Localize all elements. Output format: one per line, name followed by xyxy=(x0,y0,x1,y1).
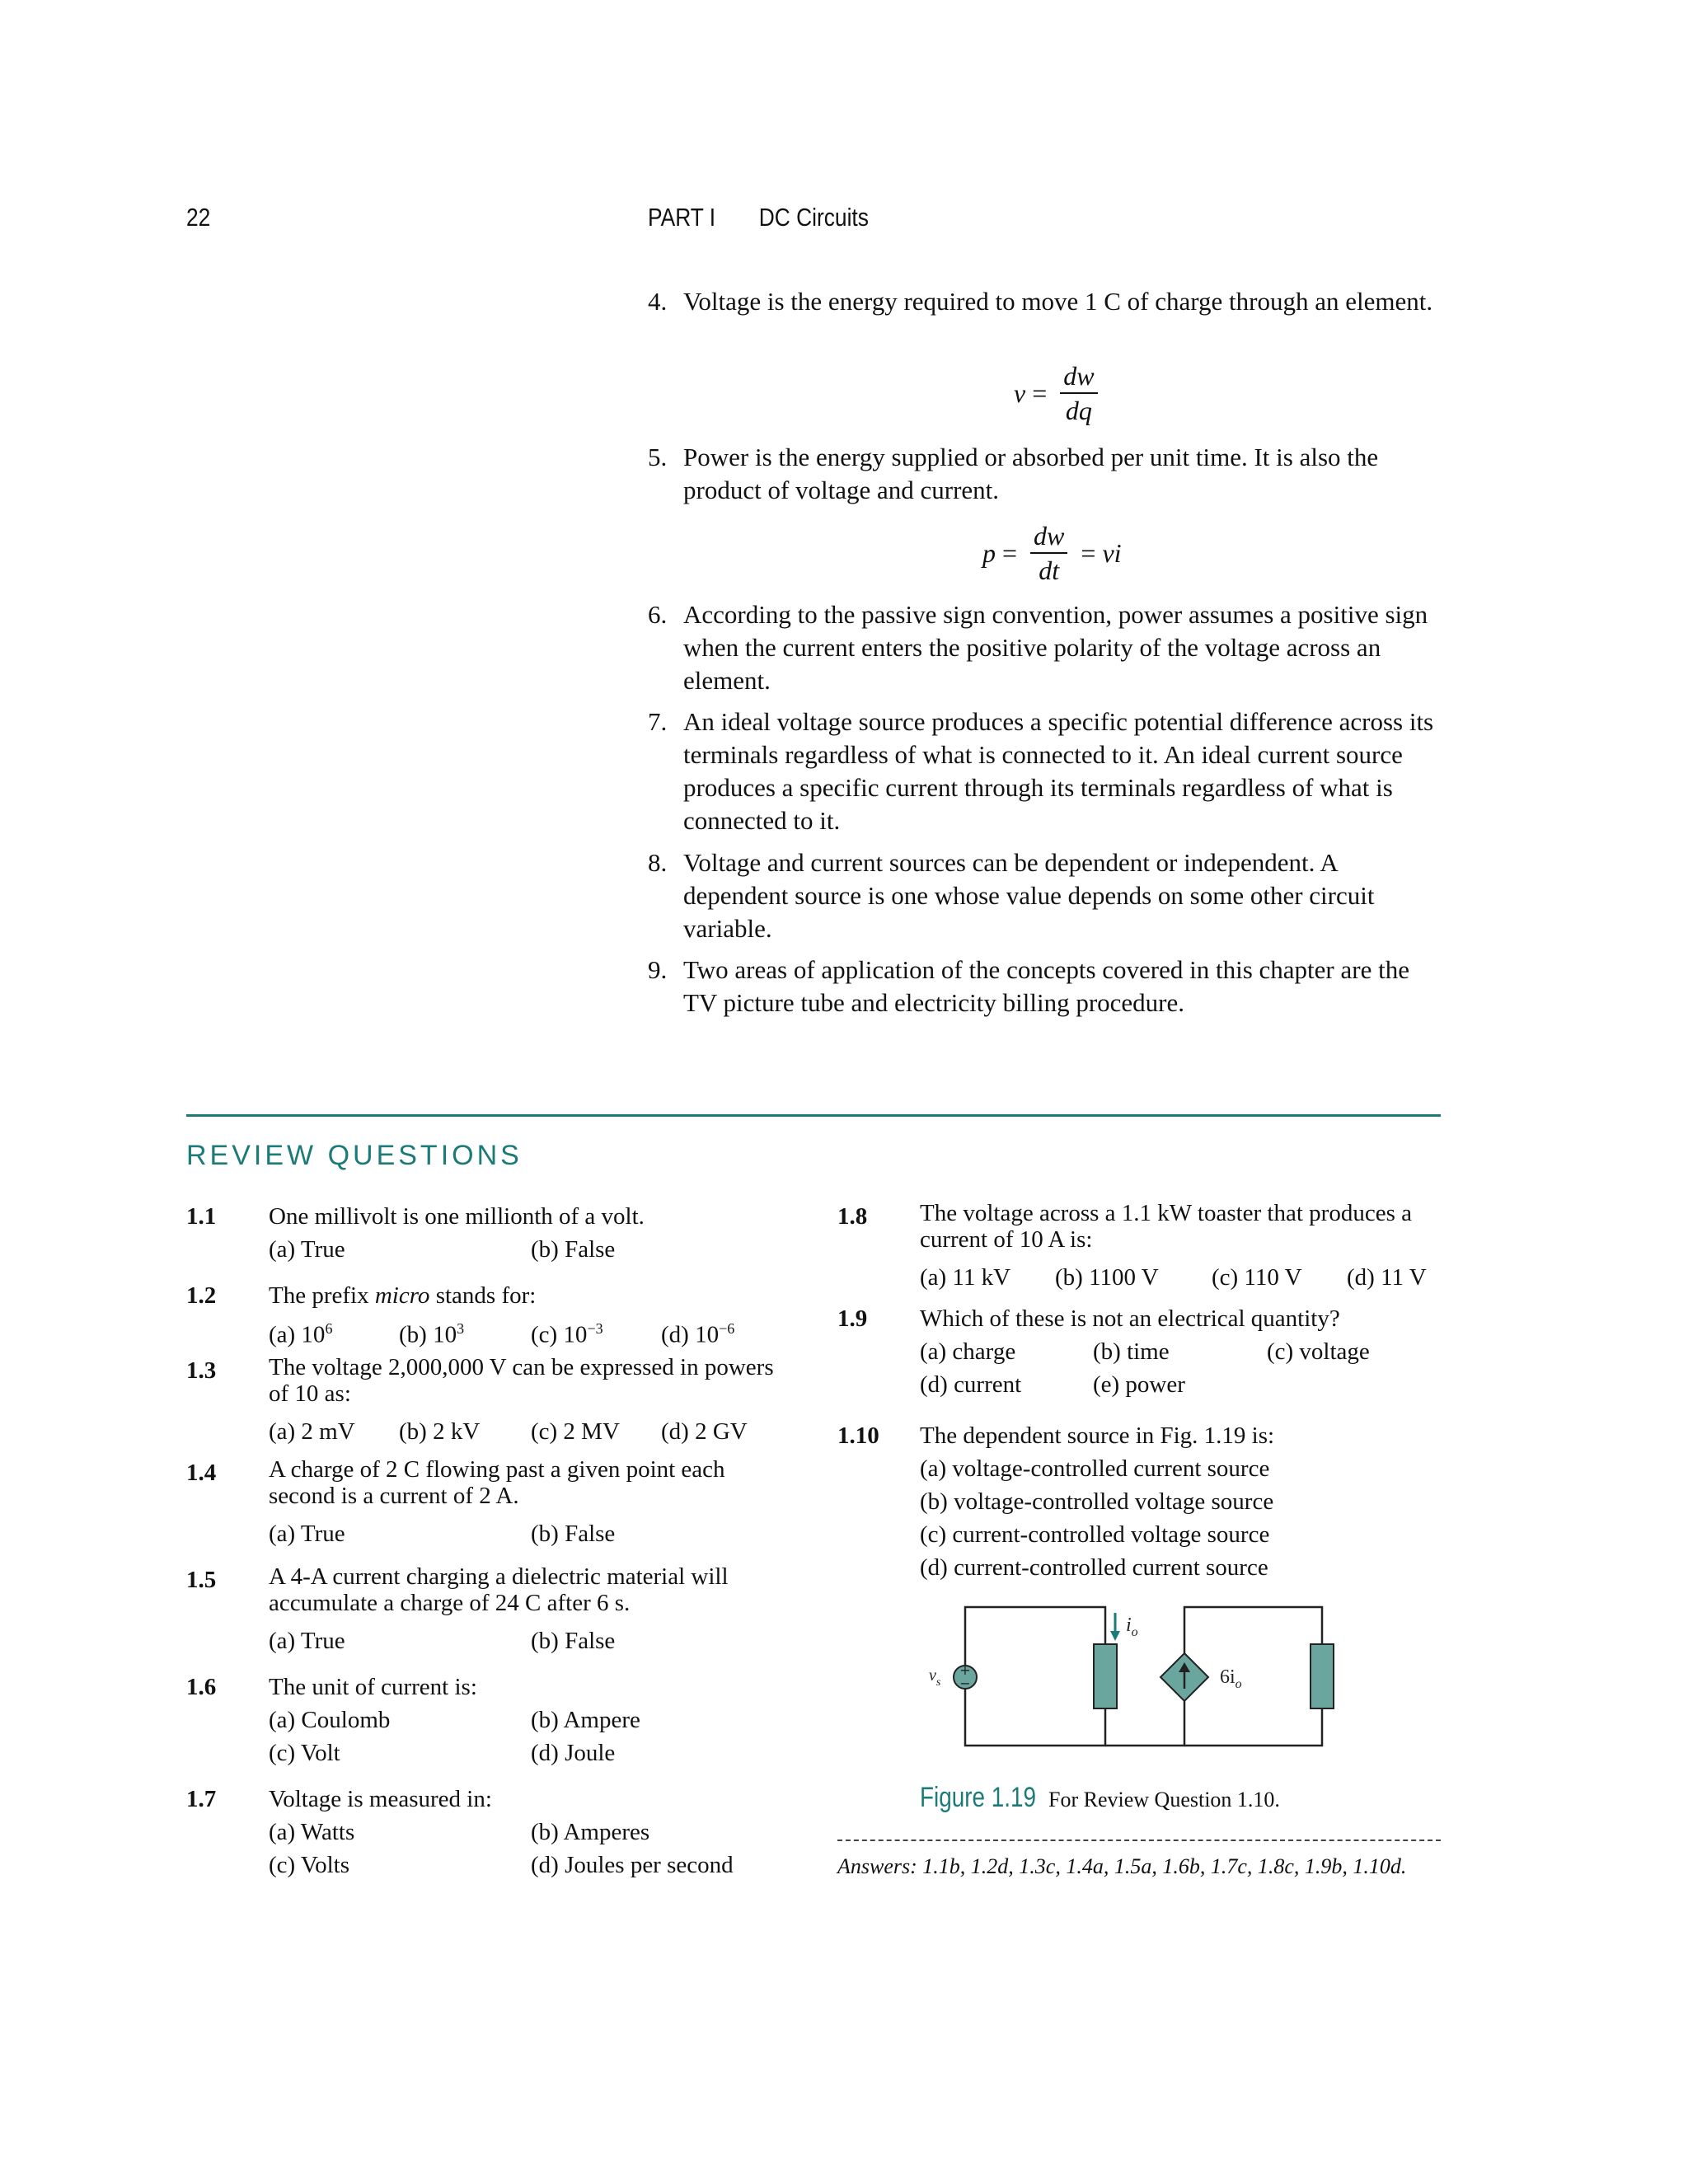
fraction-numerator: dw xyxy=(1030,519,1067,554)
option-b: (b) Amperes xyxy=(531,1819,650,1845)
summary-number: 8. xyxy=(648,848,668,877)
question-text: Which of these is not an electrical quantity? xyxy=(920,1305,1340,1332)
summary-text: According to the passive sign convention, power assumes a positive sign when the current enters the positive polarity of the voltage across an element. xyxy=(683,600,1428,695)
question-text: A charge of 2 C flowing past a given point each second is a current of 2 A. xyxy=(269,1456,725,1509)
option-a: (a) True xyxy=(269,1628,345,1654)
option-a: (a) 11 kV xyxy=(920,1264,1011,1291)
eq-lhs: p xyxy=(982,537,996,568)
fraction-denominator: dt xyxy=(1039,555,1060,585)
question-text: The prefix micro stands for: xyxy=(269,1282,537,1309)
equation-voltage xyxy=(1014,359,1104,427)
option-d: (d) Joule xyxy=(531,1740,616,1766)
question-1-8 xyxy=(837,1200,1447,1299)
summary-number: 4. xyxy=(648,287,668,316)
option-d: (d) Joules per second xyxy=(531,1852,734,1878)
question-number: 1.2 xyxy=(186,1282,217,1309)
option-b: (b) Ampere xyxy=(531,1707,640,1733)
summary-text: Two areas of application of the concepts covered in this chapter are the TV picture tube and electricity billing procedure. xyxy=(683,955,1409,1017)
answers-line: Answers: 1.1b, 1.2d, 1.3c, 1.4a, 1.5a, 1.6b, 1.7c, 1.8c, 1.9b, 1.10d. xyxy=(837,1854,1407,1878)
option-d: (d) current-controlled current source xyxy=(920,1554,1268,1581)
summary-item-5 xyxy=(648,441,1439,507)
option-b: (b) 2 kV xyxy=(399,1418,481,1445)
figure-caption xyxy=(920,1782,1296,1814)
option-a: (a) True xyxy=(269,1236,345,1263)
question-text: One millivolt is one millionth of a volt. xyxy=(269,1203,645,1230)
page-number: 22 xyxy=(186,203,211,232)
summary-item-4 xyxy=(648,285,1439,318)
question-number: 1.9 xyxy=(837,1305,868,1332)
current-arrow-icon xyxy=(1110,1613,1120,1641)
summary-item-8 xyxy=(648,846,1439,945)
option-c: (c) voltage xyxy=(1267,1338,1370,1365)
circuit-diagram xyxy=(915,1595,1343,1751)
option-b: (b) False xyxy=(531,1628,616,1654)
section-rule xyxy=(186,1114,1441,1117)
option-a: (a) 2 mV xyxy=(269,1418,355,1445)
eq-equals: = xyxy=(1081,537,1096,568)
option-c: (c) Volt xyxy=(269,1740,340,1766)
fraction xyxy=(1060,359,1097,427)
question-1-1 xyxy=(186,1200,813,1274)
option-b: (b) time xyxy=(1093,1338,1170,1365)
voltage-source-icon xyxy=(954,1662,977,1691)
option-c: (c) current-controlled voltage source xyxy=(920,1521,1270,1548)
eq-equals: = xyxy=(1032,377,1048,408)
question-text: Voltage is measured in: xyxy=(269,1786,492,1812)
section-title: REVIEW QUESTIONS xyxy=(186,1140,523,1171)
running-head xyxy=(648,203,869,232)
option-a: (a) Watts xyxy=(269,1819,355,1845)
summary-item-9 xyxy=(648,954,1439,1019)
question-1-7 xyxy=(186,1783,813,1890)
fraction xyxy=(1030,519,1067,587)
question-number: 1.4 xyxy=(186,1460,217,1486)
option-b: (b) voltage-controlled voltage source xyxy=(920,1488,1274,1515)
option-c: (c) Volts xyxy=(269,1852,350,1878)
option-a: (a) $10^6$ xyxy=(269,1320,333,1348)
question-1-10 xyxy=(837,1419,1447,1584)
option-d: (d) $10^{-6}$ xyxy=(661,1320,735,1348)
question-text: The voltage across a 1.1 kW toaster that produces a current of 10 A is: xyxy=(920,1200,1412,1253)
question-1-9 xyxy=(837,1302,1447,1409)
question-1-5 xyxy=(186,1563,813,1662)
eq-equals: = xyxy=(1002,537,1018,568)
summary-number: 6. xyxy=(648,600,668,629)
circuit-wires xyxy=(965,1607,1322,1746)
question-text: The unit of current is: xyxy=(269,1674,477,1700)
option-d: (d) 2 GV xyxy=(661,1418,748,1445)
option-e: (e) power xyxy=(1093,1371,1185,1398)
question-number: 1.3 xyxy=(186,1357,217,1384)
answers-divider xyxy=(837,1840,1441,1841)
question-1-4 xyxy=(186,1456,813,1555)
option-c: (c) $10^{-3}$ xyxy=(531,1320,603,1348)
option-a: (a) True xyxy=(269,1521,345,1547)
figure-label: Figure 1.19 xyxy=(920,1782,1037,1813)
question-1-6 xyxy=(186,1671,813,1778)
minus-sign: − xyxy=(959,1675,971,1691)
figure-caption-text: For Review Question 1.10. xyxy=(1048,1788,1280,1811)
question-number: 1.5 xyxy=(186,1567,217,1593)
option-c: (c) 110 V xyxy=(1212,1264,1302,1291)
plus-sign: + xyxy=(959,1662,971,1678)
summary-text: Voltage is the energy required to move 1 C of charge through an element. xyxy=(683,287,1433,316)
question-number: 1.8 xyxy=(837,1203,868,1230)
fraction-numerator: dw xyxy=(1060,359,1097,394)
option-d: (d) 11 V xyxy=(1347,1264,1427,1291)
fraction-denominator: dq xyxy=(1065,396,1092,425)
io-label: $i_o$ xyxy=(1126,1615,1138,1639)
chapter-title: DC Circuits xyxy=(758,203,869,232)
summary-number: 9. xyxy=(648,955,668,984)
summary-item-7 xyxy=(648,705,1439,837)
question-number: 1.1 xyxy=(186,1203,217,1230)
option-a: (a) Coulomb xyxy=(269,1707,391,1733)
option-c: (c) 2 MV xyxy=(531,1418,620,1445)
option-b: (b) 1100 V xyxy=(1055,1264,1159,1291)
option-b: (b) $10^3$ xyxy=(399,1320,465,1348)
option-b: (b) False xyxy=(531,1236,616,1263)
question-1-2 xyxy=(186,1279,813,1353)
option-a: (a) charge xyxy=(920,1338,1016,1365)
dependent-source-label: $6i_o$ xyxy=(1220,1666,1242,1691)
dependent-current-source-icon xyxy=(1160,1653,1208,1701)
question-number: 1.10 xyxy=(837,1422,879,1449)
question-number: 1.7 xyxy=(186,1786,217,1812)
option-a: (a) voltage-controlled current source xyxy=(920,1455,1270,1482)
summary-text: An ideal voltage source produces a specific potential difference across its terminals regardless of what is connected to it. An ideal current source produces a specific current through its terminals regardless of what is connected to it. xyxy=(683,707,1434,835)
question-1-3 xyxy=(186,1354,813,1453)
question-text: The voltage 2,000,000 V can be expressed in powers of 10 as: xyxy=(269,1354,774,1407)
option-b: (b) False xyxy=(531,1521,616,1547)
question-text: The dependent source in Fig. 1.19 is: xyxy=(920,1422,1275,1449)
resistor-icon xyxy=(1311,1644,1334,1708)
summary-text: Power is the energy supplied or absorbed per unit time. It is also the product of voltage and current. xyxy=(683,443,1379,504)
equation-power xyxy=(982,519,1122,587)
option-d: (d) current xyxy=(920,1371,1022,1398)
resistor-icon xyxy=(1094,1644,1117,1708)
eq-lhs: v xyxy=(1014,377,1026,408)
question-number: 1.6 xyxy=(186,1674,217,1700)
eq-rhs: vi xyxy=(1102,537,1122,568)
summary-item-6 xyxy=(648,598,1439,697)
summary-number: 7. xyxy=(648,707,668,736)
vs-label: $v_s$ xyxy=(929,1666,941,1689)
summary-number: 5. xyxy=(648,443,668,471)
summary-text: Voltage and current sources can be dependent or independent. A dependent source is one whose value depends on some other circuit variable. xyxy=(683,848,1375,943)
question-text: A 4-A current charging a dielectric material will accumulate a charge of 24 C after 6 s. xyxy=(269,1563,729,1616)
part-label: PART I xyxy=(648,203,716,232)
